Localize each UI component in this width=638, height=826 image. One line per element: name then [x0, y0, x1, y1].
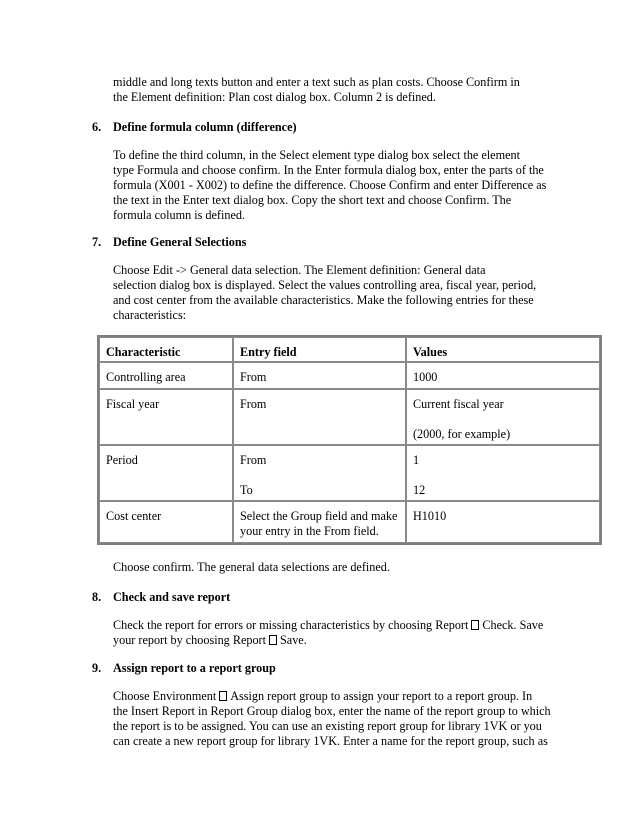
text-line: the Element definition: Plan cost dialog box. Column 2 is defined. [113, 90, 436, 104]
section-9-paragraph [113, 689, 563, 749]
text-line: can create a new report group for library 1VK. Enter a name for the report group, such as [113, 734, 548, 748]
section-6-paragraph [113, 148, 563, 223]
cell-line: To [240, 483, 253, 497]
section-7-paragraph [113, 263, 563, 323]
cell-line: (2000, for example) [413, 427, 511, 441]
cell-line: 1 [413, 453, 420, 467]
table-cell: From [233, 362, 406, 389]
cell-line: Select the Group field and make [240, 509, 398, 523]
section-7-heading [92, 235, 246, 250]
section-title: Assign report to a report group [113, 661, 276, 675]
cell-line: 12 [413, 483, 426, 497]
text-line: To define the third column, in the Select element type dialog box select the element [113, 148, 520, 162]
section-title: Define General Selections [113, 235, 247, 249]
section-9-heading [92, 661, 276, 676]
table-cell: Period [99, 445, 233, 501]
characteristics-table [97, 335, 602, 545]
text-fragment: Save. [280, 633, 307, 647]
table-row [99, 501, 600, 543]
text-line: middle and long texts button and enter a text such as plan costs. Choose Confirm in [113, 75, 520, 89]
table-row [99, 389, 600, 445]
text-line: formula column is defined. [113, 208, 245, 222]
intro-paragraph [113, 75, 563, 105]
text-line: type Formula and choose confirm. In the Enter formula dialog box, enter the parts of the [113, 163, 544, 177]
text-line: formula (X001 - X002) to define the difference. Choose Confirm and enter Difference as [113, 178, 547, 192]
section-8-paragraph [113, 618, 563, 648]
table-cell: From [233, 389, 406, 445]
text-line: and cost center from the available characteristics. Make the following entries for these [113, 293, 534, 307]
table-cell: Cost center [99, 501, 233, 543]
column-header: Characteristic [99, 337, 233, 362]
table-header-row [99, 337, 600, 362]
section-number: 7. [92, 235, 102, 249]
text-line: the Insert Report in Report Group dialog box, enter the name of the report group to which [113, 704, 551, 718]
section-title: Define formula column (difference) [113, 120, 297, 134]
section-8-heading [92, 590, 230, 605]
table-row [99, 445, 600, 501]
text-line [113, 618, 563, 633]
missing-glyph-icon [471, 620, 479, 630]
text-fragment: Check. Save [482, 618, 544, 632]
section-title: Check and save report [113, 590, 231, 604]
text-line: selection dialog box is displayed. Select the values controlling area, fiscal year, period, [113, 278, 537, 292]
missing-glyph-icon [269, 635, 277, 645]
table-cell [233, 445, 406, 501]
cell-line: From [240, 453, 267, 467]
section-6-heading [92, 120, 297, 135]
table-row [99, 362, 600, 389]
section-7-conclusion [113, 560, 563, 575]
text-line: the text in the Enter text dialog box. Copy the short text and choose Confirm. The [113, 193, 512, 207]
section-number: 6. [92, 120, 102, 134]
table-cell: Fiscal year [99, 389, 233, 445]
text-line: the report is to be assigned. You can use an existing report group for library 1VK or you [113, 719, 542, 733]
section-number: 9. [92, 661, 102, 675]
text-fragment: Choose Environment [113, 689, 217, 703]
text-line [113, 633, 563, 648]
column-header: Values [406, 337, 600, 362]
table-cell [406, 445, 600, 501]
text-fragment: Assign report group to assign your report to a report group. In [230, 689, 533, 703]
text-fragment: your report by choosing Report [113, 633, 266, 647]
table-cell [406, 389, 600, 445]
table-cell: H1010 [406, 501, 600, 543]
table-cell [233, 501, 406, 543]
cell-line: Current fiscal year [413, 397, 504, 411]
text-line: Choose confirm. The general data selections are defined. [113, 560, 390, 574]
cell-line: your entry in the From field. [240, 524, 379, 538]
text-line [113, 689, 563, 704]
text-line: Choose Edit -> General data selection. The Element definition: General data [113, 263, 486, 277]
table-cell: Controlling area [99, 362, 233, 389]
section-number: 8. [92, 590, 102, 604]
missing-glyph-icon [219, 691, 227, 701]
table-cell: 1000 [406, 362, 600, 389]
text-fragment: Check the report for errors or missing characteristics by choosing Report [113, 618, 469, 632]
column-header: Entry field [233, 337, 406, 362]
text-line: characteristics: [113, 308, 187, 322]
